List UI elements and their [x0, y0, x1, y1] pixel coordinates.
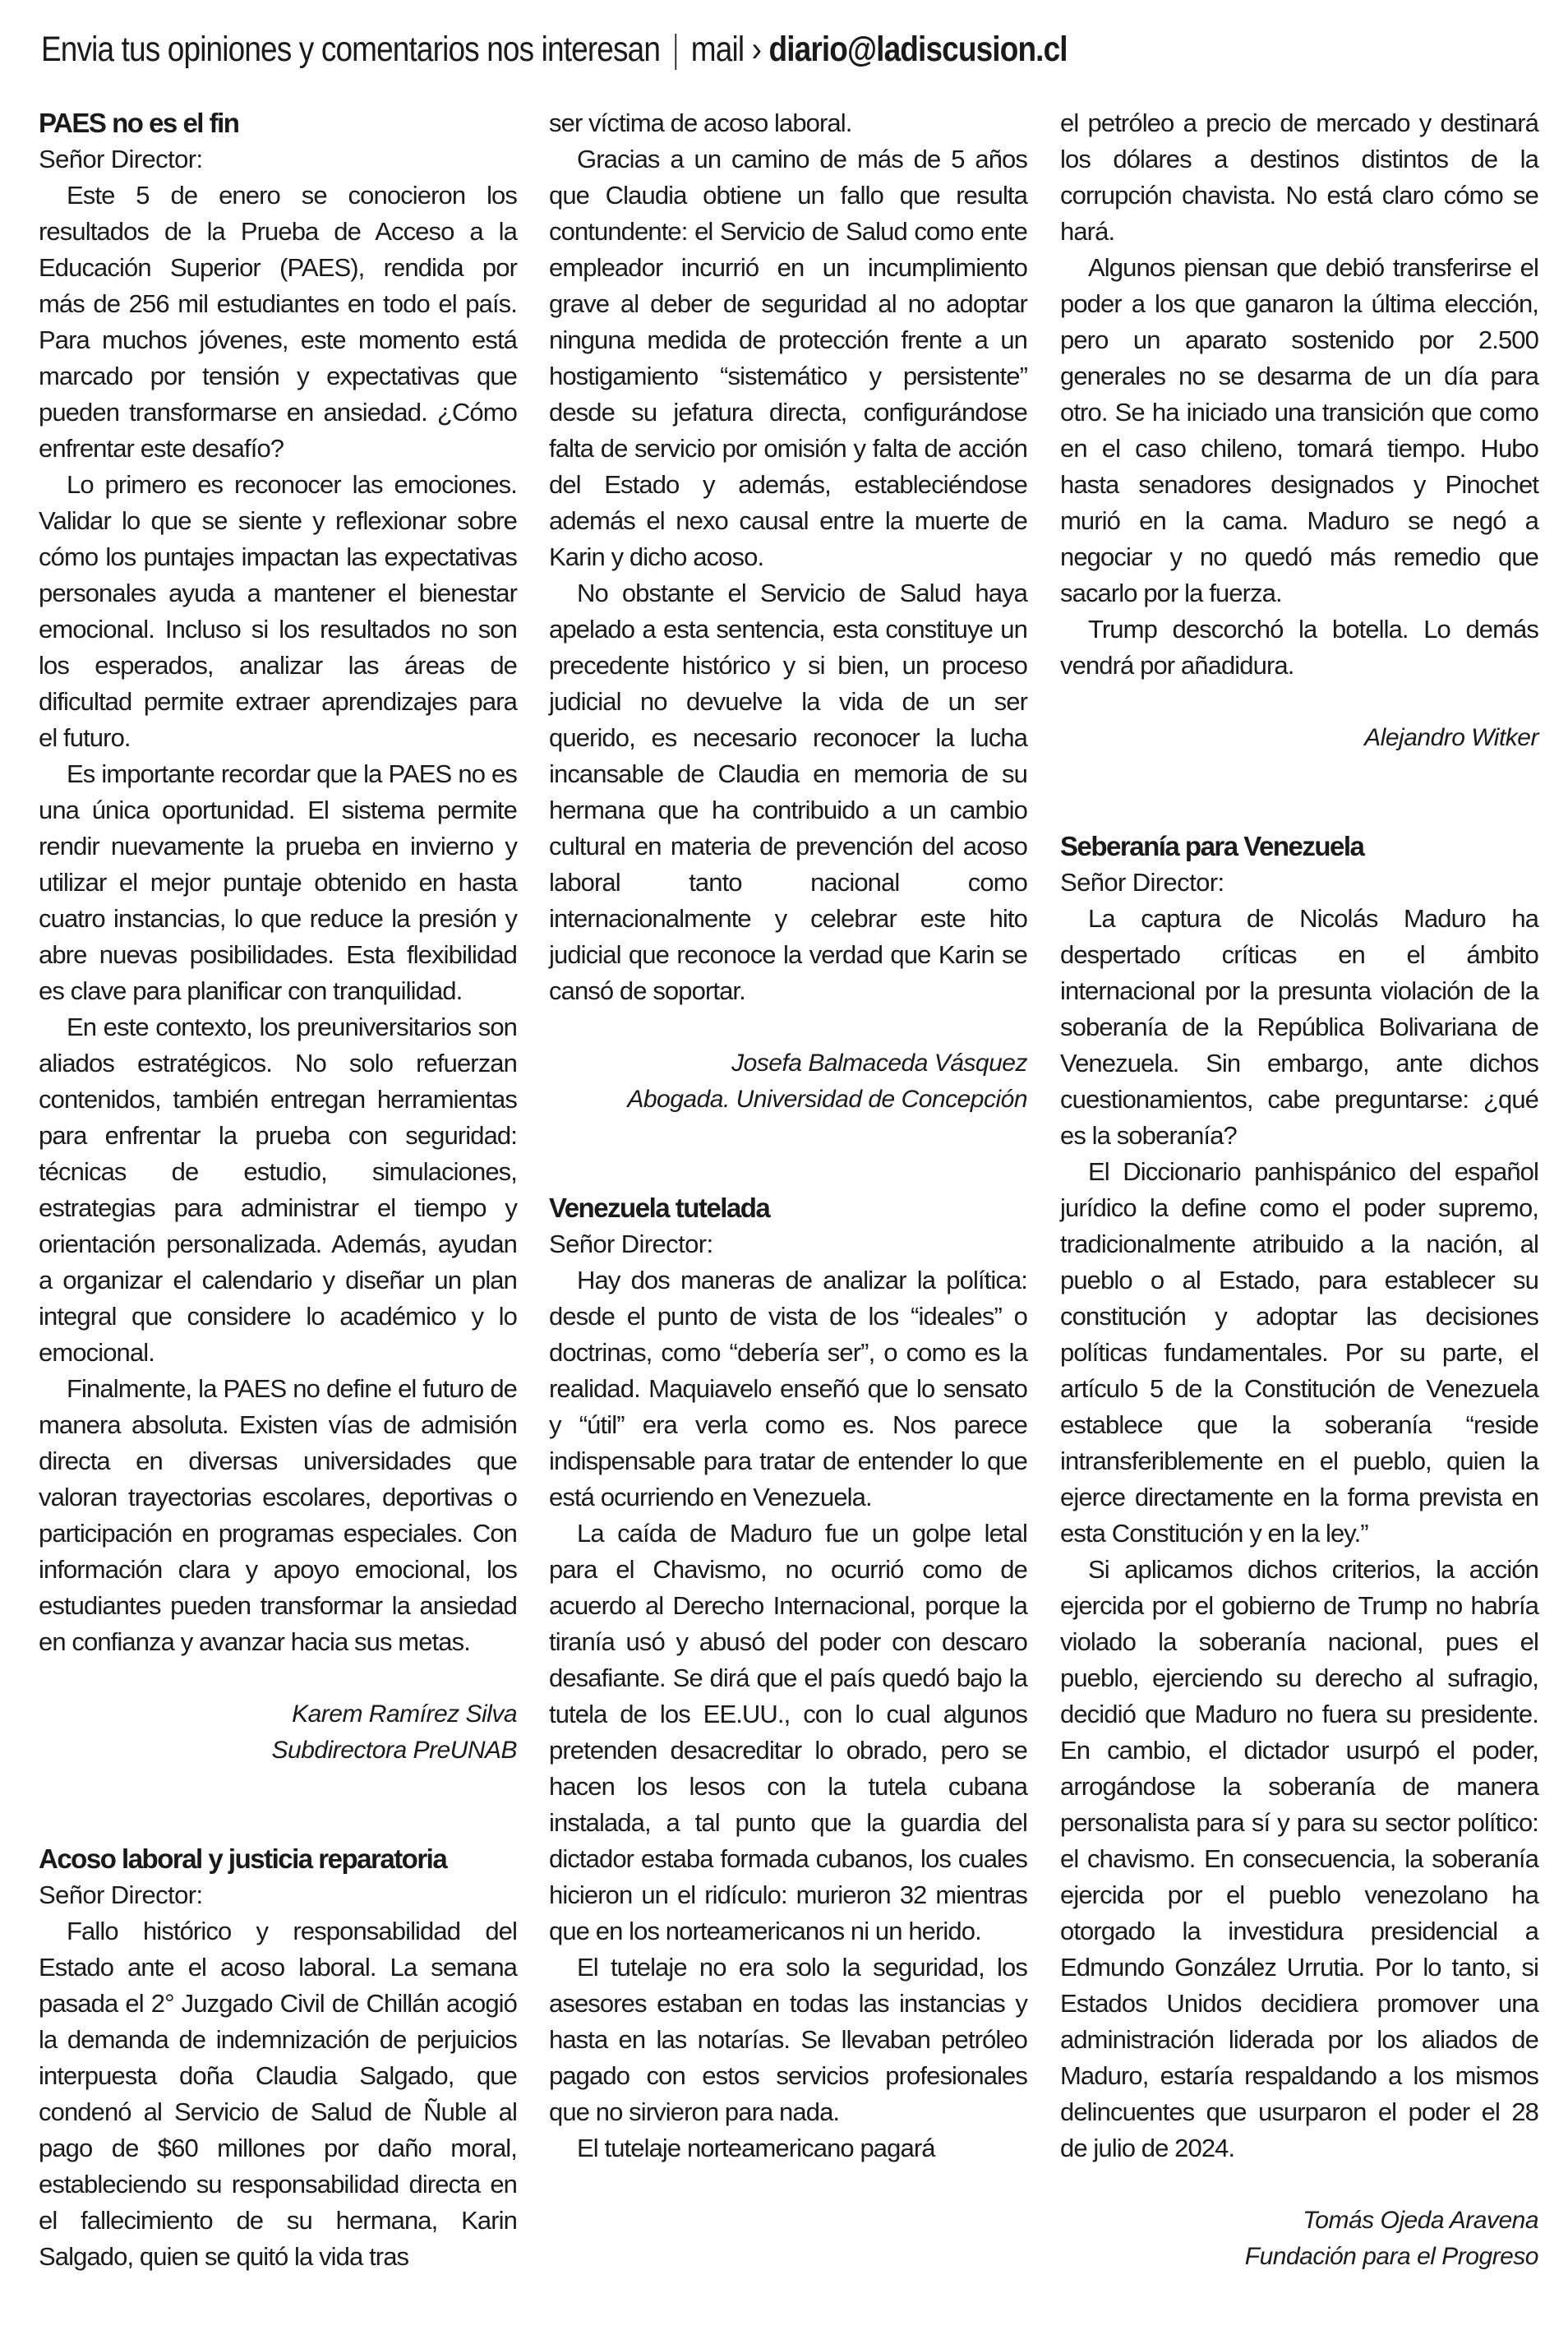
paragraph: El tutelaje no era solo la seguridad, los asesores estaban en todas las instancias y hasta en las notarías. Se llevaban petróleo pagado con estos servicios profesionales que no sirvieron para nada. [549, 1953, 1027, 2126]
divider [675, 34, 676, 70]
signature-name: Josefa Balmaceda Vásquez [731, 1050, 1027, 1077]
salutation: Señor Director: [1060, 868, 1224, 897]
paragraph: La captura de Nicolás Maduro ha despertado críticas en el ámbito internacional por la presunta violación de la soberanía de la República Bolivariana de Venezuela. Sin embargo, ante dichos cuestionamientos, cabe preguntarse: ¿qué es la soberanía? [1060, 904, 1538, 1150]
letter-venezuela-tutelada-cont [1060, 105, 1538, 756]
spacer [549, 1118, 1027, 1190]
salutation: Señor Director: [39, 145, 203, 173]
signature-name: Tomás Ojeda Aravena [1303, 2207, 1538, 2234]
paragraph: el petróleo a precio de mercado y destinará los dólares a destinos distintos de la corrupción chavista. No está claro cómo se hará. [1060, 108, 1538, 246]
banner-prompt: Envia tus opiniones y comentarios nos interesan [41, 30, 661, 69]
paragraph: Gracias a un camino de más de 5 años que Claudia obtiene un fallo que resulta contundente: el Servicio de Salud como ente empleador incurrió en un incumplimiento grave al deber de seguridad al no adoptar ninguna medida de protección frente a un hostigamiento “sistemático y persistente” desde su jefatura directa, configurándose falta de servicio por omisión y falta de acción del Estado y además, estableciéndose además el nexo causal entre la muerte de Karin y dicho acoso. [549, 145, 1027, 571]
paragraph: ser víctima de acoso laboral. [549, 108, 852, 137]
letter-title: Acoso laboral y justicia reparatoria [39, 1843, 447, 1874]
letter-title: Seberanía para Venezuela [1060, 831, 1364, 861]
contact-banner [41, 25, 1068, 74]
signature-name: Karem Ramírez Silva [292, 1700, 517, 1728]
spacer [39, 1769, 517, 1841]
salutation: Señor Director: [549, 1230, 713, 1258]
letter-venezuela-tutelada [549, 1190, 1027, 2166]
signature [549, 1045, 1027, 1118]
paragraph: La caída de Maduro fue un golpe letal para el Chavismo, no ocurrió como de acuerdo al Derecho Internacional, porque la tiranía usó y abusó del poder con descaro desafiante. Se dirá que el país quedó bajo la tutela de los EE.UU., con lo cual algunos pretenden desacreditar lo obrado, pero se hacen los lesos con la tutela cubana instalada, a tal punto que la guardia del dictador estaba formada cubanos, los cuales hicieron un el ridículo: murieron 32 mientras que en los norteamericanos ni un herido. [549, 1519, 1027, 1945]
column-1 [39, 105, 517, 2275]
letter-title: PAES no es el fin [39, 108, 239, 138]
paragraph: Fallo histórico y responsabilidad del Estado ante el acoso laboral. La semana pasada el 2° Juzgado Civil de Chillán acogió la demanda de indemnización de perjuicios interpuesta doña Claudia Salgado, que condenó al Servicio de Salud de Ñuble al pago de $60 millones por daño moral, estableciendo su responsabilidad directa en el fallecimiento de su hermana, Karin Salgado, quien se quitó la vida tras [39, 1917, 517, 2271]
spacer [1060, 756, 1538, 828]
column-2 [549, 105, 1027, 2166]
salutation: Señor Director: [39, 1880, 203, 1909]
letter-paes [39, 105, 517, 1769]
paragraph: Trump descorchó la botella. Lo demás vendrá por añadidura. [1060, 615, 1538, 680]
paragraph: Lo primero es reconocer las emociones. Validar lo que se siente y reflexionar sobre cómo los puntajes impactan las expectativas personales ayuda a mantener el bienestar emocional. Incluso si los resultados no son los esperados, analizar las áreas de dificultad permite extraer aprendizajes para el futuro. [39, 470, 517, 752]
signature-role: Fundación para el Progreso [1244, 2243, 1538, 2270]
paragraph: El Diccionario panhispánico del español jurídico la define como el poder supremo, tradicionalmente atribuido a la nación, al pueblo o al Estado, para establecer su constitución y adoptar las decisiones políticas fundamentales. Por su parte, el artículo 5 de la Constitución de Venezuela establece que la soberanía “reside intransferiblemente en el pueblo, quien la ejerce directamente en la forma prevista en esta Constitución y en la ley.” [1060, 1157, 1538, 1548]
email-link[interactable]: diario@ladiscusion.cl [768, 30, 1068, 69]
paragraph: Algunos piensan que debió transferirse el poder a los que ganaron la última elección, pero un aparato sostenido por 2.500 generales no se desarma de un día para otro. Se ha iniciado una transición que como en el caso chileno, tomará tiempo. Hubo hasta senadores designados y Pinochet murió en la cama. Maduro se negó a negociar y no quedó más remedio que sacarlo por la fuerza. [1060, 253, 1538, 607]
mail-label: mail › [690, 30, 762, 69]
column-3 [1060, 105, 1538, 2275]
paragraph: Finalmente, la PAES no define el futuro de manera absoluta. Existen vías de admisión directa en diversas universidades que valoran trayectorias escolares, deportivas o participación en programas especiales. Con información clara y apoyo emocional, los estudiantes pueden transformar la ansiedad en confianza y avanzar hacia sus metas. [39, 1374, 517, 1656]
paragraph: Es importante recordar que la PAES no es una única oportunidad. El sistema permite rendir nuevamente la prueba en invierno y utilizar el mejor puntaje obtenido en hasta cuatro instancias, lo que reduce la presión y abre nuevas posibilidades. Esta flexibilidad es clave para planificar con tranquilidad. [39, 759, 517, 1005]
signature-role: Abogada. Universidad de Concepción [627, 1086, 1027, 1113]
letter-acoso-laboral [39, 1841, 517, 2275]
paragraph: En este contexto, los preuniversitarios son aliados estratégicos. No solo refuerzan contenidos, también entregan herramientas para enfrentar la prueba con seguridad: técnicas de estudio, simulaciones, estrategias para administrar el tiempo y orientación personalizada. Además, ayudan a organizar el calendario y diseñar un plan integral que considere lo académico y lo emocional. [39, 1013, 517, 1367]
letter-soberania [1060, 828, 1538, 2275]
signature-role: Subdirectora PreUNAB [271, 1737, 517, 1764]
paragraph: Hay dos maneras de analizar la política: desde el punto de vista de los “ideales” o doctrinas, como “debería ser”, o como es la realidad. Maquiavelo enseñó que lo sensato y “útil” era verla como es. Nos parece indispensable para tratar de entender lo que está ocurriendo en Venezuela. [549, 1266, 1027, 1511]
paragraph: Si aplicamos dichos criterios, la acción ejercida por el gobierno de Trump no habría violado la soberanía nacional, pues el pueblo, ejerciendo su derecho al sufragio, decidió que Maduro no fuera su presidente. En cambio, el dictador usurpó el poder, arrogándose la soberanía de manera personalista para sí y para su sector político: el chavismo. En consecuencia, la soberanía ejercida por el pueblo venezolano ha otorgado la investidura presidencial a Edmundo González Urrutia. Por lo tanto, si Estados Unidos decidiera promover una administración liderada por los aliados de Maduro, estaría respaldando a los mismos delincuentes que usurparon el poder el 28 de julio de 2024. [1060, 1555, 1538, 2162]
paragraph: No obstante el Servicio de Salud haya apelado a esta sentencia, esta constituye un precedente histórico y si bien, un proceso judicial no devuelve la vida de un ser querido, es necesario reconocer la lucha incansable de Claudia en memoria de su hermana que ha contribuido a un cambio cultural en materia de prevención del acoso laboral tanto nacional como internacionalmente y celebrar este hito judicial que reconoce la verdad que Karin se cansó de soportar. [549, 579, 1027, 1005]
paragraph: Este 5 de enero se conocieron los resultados de la Prueba de Acceso a la Educación Superior (PAES), rendida por más de 256 mil estudiantes en todo el país. Para muchos jóvenes, este momento está marcado por tensión y expectativas que pueden transformarse en ansiedad. ¿Cómo enfrentar este desafío? [39, 181, 517, 463]
signature [39, 1696, 517, 1769]
signature-name: Alejandro Witker [1364, 724, 1538, 751]
paragraph: El tutelaje norteamericano pagará [577, 2134, 935, 2162]
letter-acoso-laboral-cont [549, 105, 1027, 1118]
signature [1060, 720, 1538, 756]
signature [1060, 2203, 1538, 2275]
letter-title: Venezuela tutelada [549, 1193, 770, 1223]
